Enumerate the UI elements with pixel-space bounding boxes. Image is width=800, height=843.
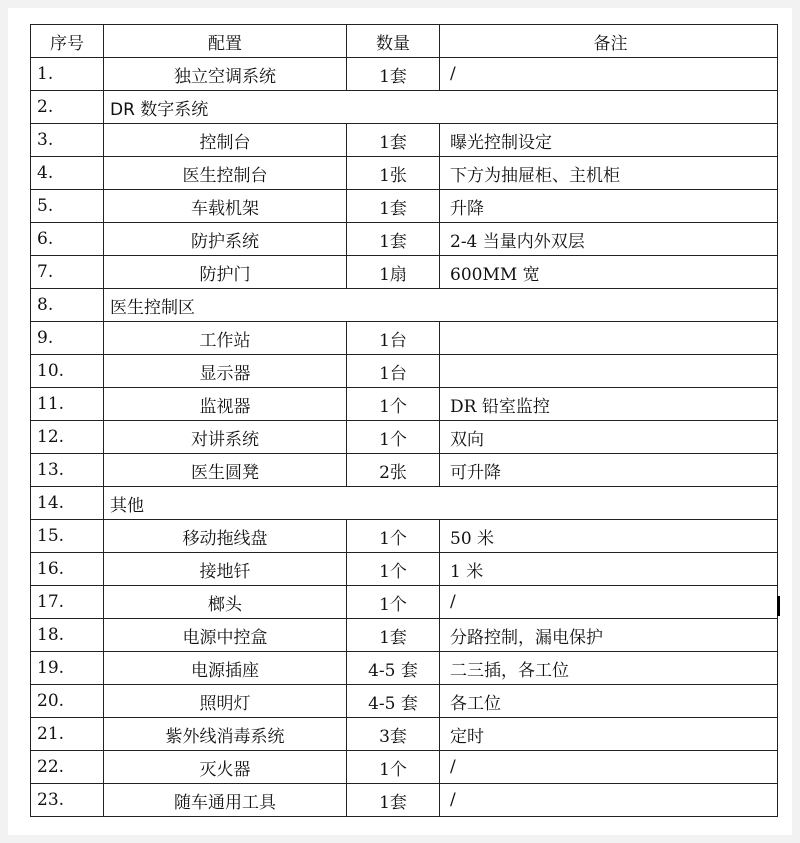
note-cell: DR 铅室监控 (440, 388, 778, 421)
qty-cell: 3套 (347, 718, 440, 751)
config-cell: 电源插座 (104, 652, 347, 685)
row-number: 4. (31, 157, 104, 190)
row-number: 18. (31, 619, 104, 652)
table-row (31, 619, 778, 652)
qty-cell: 1套 (347, 190, 440, 223)
note-cell (440, 322, 778, 355)
section-row (31, 487, 778, 520)
note-cell: 可升降 (440, 454, 778, 487)
section-title: 医生控制区 (104, 289, 778, 322)
header-note: 备注 (440, 25, 778, 58)
table-row (31, 586, 778, 619)
config-cell: 防护门 (104, 256, 347, 289)
row-number: 20. (31, 685, 104, 718)
config-cell: 电源中控盒 (104, 619, 347, 652)
table-row (31, 157, 778, 190)
table-row (31, 256, 778, 289)
row-number: 9. (31, 322, 104, 355)
config-cell: 榔头 (104, 586, 347, 619)
row-number: 23. (31, 784, 104, 817)
document-page (8, 8, 792, 835)
row-number: 21. (31, 718, 104, 751)
table-row (31, 355, 778, 388)
config-cell: 对讲系统 (104, 421, 347, 454)
table-row (31, 223, 778, 256)
config-cell: 车载机架 (104, 190, 347, 223)
table-row (31, 124, 778, 157)
note-cell: 双向 (440, 421, 778, 454)
config-cell: 医生圆凳 (104, 454, 347, 487)
config-cell: 随车通用工具 (104, 784, 347, 817)
table-row (31, 388, 778, 421)
qty-cell: 1个 (347, 421, 440, 454)
note-cell: 2-4 当量内外双层 (440, 223, 778, 256)
row-number: 2. (31, 91, 104, 124)
qty-cell: 1套 (347, 124, 440, 157)
table-row (31, 421, 778, 454)
row-number: 17. (31, 586, 104, 619)
qty-cell: 1个 (347, 388, 440, 421)
table-row (31, 685, 778, 718)
section-row (31, 289, 778, 322)
note-cell: 1 米 (440, 553, 778, 586)
table-header-row (31, 25, 778, 58)
qty-cell: 1张 (347, 157, 440, 190)
qty-cell: 1套 (347, 223, 440, 256)
note-cell: 50 米 (440, 520, 778, 553)
config-cell: 工作站 (104, 322, 347, 355)
table-row (31, 718, 778, 751)
text-cursor-marker (777, 596, 780, 616)
qty-cell: 1台 (347, 322, 440, 355)
row-number: 3. (31, 124, 104, 157)
config-cell: 控制台 (104, 124, 347, 157)
qty-cell: 1套 (347, 619, 440, 652)
note-cell: 二三插，各工位 (440, 652, 778, 685)
row-number: 7. (31, 256, 104, 289)
note-cell: 升降 (440, 190, 778, 223)
table-row (31, 58, 778, 91)
config-cell: 医生控制台 (104, 157, 347, 190)
note-cell: / (440, 58, 778, 91)
note-cell: 分路控制，漏电保护 (440, 619, 778, 652)
config-cell: 移动拖线盘 (104, 520, 347, 553)
row-number: 6. (31, 223, 104, 256)
qty-cell: 4-5 套 (347, 685, 440, 718)
row-number: 19. (31, 652, 104, 685)
note-cell: 下方为抽屉柜、主机柜 (440, 157, 778, 190)
section-title: DR 数字系统 (104, 91, 778, 124)
config-cell: 显示器 (104, 355, 347, 388)
header-qty: 数量 (347, 25, 440, 58)
row-number: 12. (31, 421, 104, 454)
table-row (31, 751, 778, 784)
config-cell: 灭火器 (104, 751, 347, 784)
qty-cell: 1扇 (347, 256, 440, 289)
table-row (31, 652, 778, 685)
qty-cell: 1套 (347, 58, 440, 91)
table-row (31, 190, 778, 223)
note-cell: 600MM 宽 (440, 256, 778, 289)
table-row (31, 553, 778, 586)
row-number: 5. (31, 190, 104, 223)
header-no: 序号 (31, 25, 104, 58)
config-cell: 紫外线消毒系统 (104, 718, 347, 751)
qty-cell: 1台 (347, 355, 440, 388)
note-cell: 曝光控制设定 (440, 124, 778, 157)
table-row (31, 784, 778, 817)
qty-cell: 4-5 套 (347, 652, 440, 685)
note-cell: 定时 (440, 718, 778, 751)
table-row (31, 322, 778, 355)
equipment-config-table (30, 24, 778, 817)
config-cell: 独立空调系统 (104, 58, 347, 91)
qty-cell: 2张 (347, 454, 440, 487)
table-row (31, 520, 778, 553)
config-cell: 监视器 (104, 388, 347, 421)
row-number: 15. (31, 520, 104, 553)
qty-cell: 1个 (347, 751, 440, 784)
row-number: 16. (31, 553, 104, 586)
row-number: 13. (31, 454, 104, 487)
row-number: 8. (31, 289, 104, 322)
note-cell: 各工位 (440, 685, 778, 718)
note-cell: / (440, 586, 778, 619)
table-row (31, 454, 778, 487)
qty-cell: 1套 (347, 784, 440, 817)
qty-cell: 1个 (347, 520, 440, 553)
config-cell: 照明灯 (104, 685, 347, 718)
row-number: 10. (31, 355, 104, 388)
qty-cell: 1个 (347, 553, 440, 586)
note-cell: / (440, 751, 778, 784)
config-cell: 防护系统 (104, 223, 347, 256)
note-cell: / (440, 784, 778, 817)
header-config: 配置 (104, 25, 347, 58)
section-title: 其他 (104, 487, 778, 520)
row-number: 22. (31, 751, 104, 784)
note-cell (440, 355, 778, 388)
config-cell: 接地钎 (104, 553, 347, 586)
row-number: 11. (31, 388, 104, 421)
section-row (31, 91, 778, 124)
row-number: 1. (31, 58, 104, 91)
row-number: 14. (31, 487, 104, 520)
qty-cell: 1个 (347, 586, 440, 619)
